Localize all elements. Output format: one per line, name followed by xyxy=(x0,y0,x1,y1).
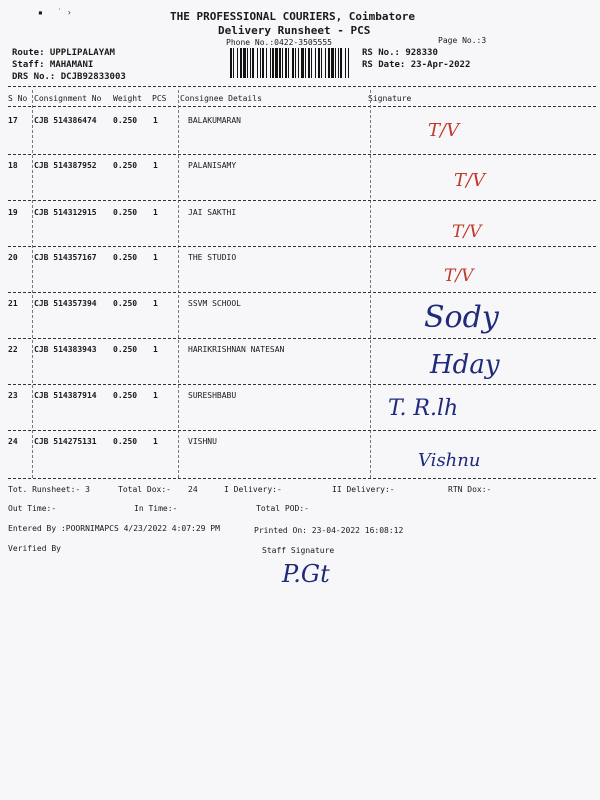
barcode xyxy=(230,48,350,78)
row-signature: T/V xyxy=(428,120,460,141)
row-consignment: CJB 514387952 xyxy=(34,161,97,170)
total-dox-label: Total Dox:- xyxy=(118,485,171,494)
row-divider xyxy=(8,246,596,247)
row-weight: 0.250 xyxy=(113,391,138,400)
total-pod: Total POD:- xyxy=(256,504,309,513)
row-weight: 0.250 xyxy=(113,345,138,354)
rs-date: RS Date: 23-Apr-2022 xyxy=(362,60,471,70)
barcode-graphic xyxy=(230,48,350,78)
row-divider xyxy=(8,292,596,293)
row-signature: Sody xyxy=(424,300,499,335)
column-guide xyxy=(370,90,371,478)
route: Route: UPPLIPALAYAM xyxy=(12,48,115,58)
drs-number: DRS No.: DCJB92833003 xyxy=(12,72,126,82)
in-time: In Time:- xyxy=(134,504,178,513)
row-signature: T. R.lh xyxy=(388,396,459,421)
row-weight: 0.250 xyxy=(113,208,138,217)
row-weight: 0.250 xyxy=(113,253,138,262)
tot-runsheet: Tot. Runsheet:- 3 xyxy=(8,485,90,494)
row-sno: 22 xyxy=(8,345,18,354)
row-weight: 0.250 xyxy=(113,437,138,446)
row-consignee: SURESHBABU xyxy=(188,391,237,400)
row-pcs: 1 xyxy=(153,391,158,400)
col-sno: S No xyxy=(8,94,28,103)
printed-on: Printed On: 23-04-2022 16:08:12 xyxy=(254,526,404,535)
row-divider xyxy=(8,154,596,155)
row-pcs: 1 xyxy=(153,345,158,354)
staff-signature-label: Staff Signature xyxy=(262,546,335,555)
row-signature: Vishnu xyxy=(418,450,481,471)
phone-number: Phone No.:0422-3505555 xyxy=(226,38,332,47)
row-consignee: VISHNU xyxy=(188,437,217,446)
column-guide xyxy=(178,90,179,478)
header-divider xyxy=(8,86,596,87)
entered-by: Entered By :POORNIMAPCS 4/23/2022 4:07:29 PM xyxy=(8,524,220,533)
row-sno: 21 xyxy=(8,299,18,308)
row-consignee: HARIKRISHNAN NATESAN xyxy=(188,345,285,354)
row-signature: Hday xyxy=(430,350,500,380)
row-divider xyxy=(8,478,596,479)
col-consignee: Consignee Details xyxy=(180,94,262,103)
row-consignment: CJB 514386474 xyxy=(34,116,97,125)
row-consignee: THE STUDIO xyxy=(188,253,237,262)
row-weight: 0.250 xyxy=(113,299,138,308)
row-consignee: SSVM SCHOOL xyxy=(188,299,241,308)
row-pcs: 1 xyxy=(153,161,158,170)
col-pcs: PCS xyxy=(152,94,167,103)
document-title: Delivery Runsheet - PCS xyxy=(218,24,371,37)
staff-name: Staff: MAHAMANI xyxy=(12,60,94,70)
row-sno: 17 xyxy=(8,116,18,125)
row-consignee: JAI SAKTHI xyxy=(188,208,237,217)
row-sno: 20 xyxy=(8,253,18,262)
row-divider xyxy=(8,430,596,431)
row-weight: 0.250 xyxy=(113,116,138,125)
col-weight: Weight xyxy=(113,94,142,103)
verified-by: Verified By xyxy=(8,544,61,553)
row-pcs: 1 xyxy=(153,253,158,262)
row-signature: T/V xyxy=(444,266,474,286)
row-pcs: 1 xyxy=(153,208,158,217)
column-guide xyxy=(32,90,33,478)
row-divider xyxy=(8,384,596,385)
row-weight: 0.250 xyxy=(113,161,138,170)
row-pcs: 1 xyxy=(153,437,158,446)
row-sno: 24 xyxy=(8,437,18,446)
company-name: THE PROFESSIONAL COURIERS, Coimbatore xyxy=(170,10,416,23)
row-pcs: 1 xyxy=(153,299,158,308)
col-consignment: Consignment No xyxy=(34,94,102,103)
row-sno: 19 xyxy=(8,208,18,217)
row-consignment: CJB 514383943 xyxy=(34,345,97,354)
row-consignee: BALAKUMARAN xyxy=(188,116,241,125)
i-delivery: I Delivery:- xyxy=(224,485,282,494)
row-consignee: PALANISAMY xyxy=(188,161,237,170)
row-sno: 23 xyxy=(8,391,18,400)
rs-number: RS No.: 928330 xyxy=(362,48,438,58)
row-consignment: CJB 514387914 xyxy=(34,391,97,400)
row-consignment: CJB 514275131 xyxy=(34,437,97,446)
col-signature: Signature xyxy=(368,94,412,103)
scan-mark: ▪ ˙ › xyxy=(38,8,72,17)
column-header-divider xyxy=(8,106,596,107)
row-pcs: 1 xyxy=(153,116,158,125)
row-signature: T/V xyxy=(452,222,482,242)
staff-signature-mark: P.Gt xyxy=(282,560,330,588)
page-number: Page No.:3 xyxy=(438,36,487,45)
rtn-dox: RTN Dox:- xyxy=(448,485,492,494)
row-divider xyxy=(8,338,596,339)
row-consignment: CJB 514357394 xyxy=(34,299,97,308)
row-consignment: CJB 514312915 xyxy=(34,208,97,217)
row-signature: T/V xyxy=(454,170,486,191)
row-divider xyxy=(8,200,596,201)
out-time: Out Time:- xyxy=(8,504,57,513)
row-consignment: CJB 514357167 xyxy=(34,253,97,262)
ii-delivery: II Delivery:- xyxy=(332,485,395,494)
row-sno: 18 xyxy=(8,161,18,170)
total-dox-value: 24 xyxy=(188,485,198,494)
